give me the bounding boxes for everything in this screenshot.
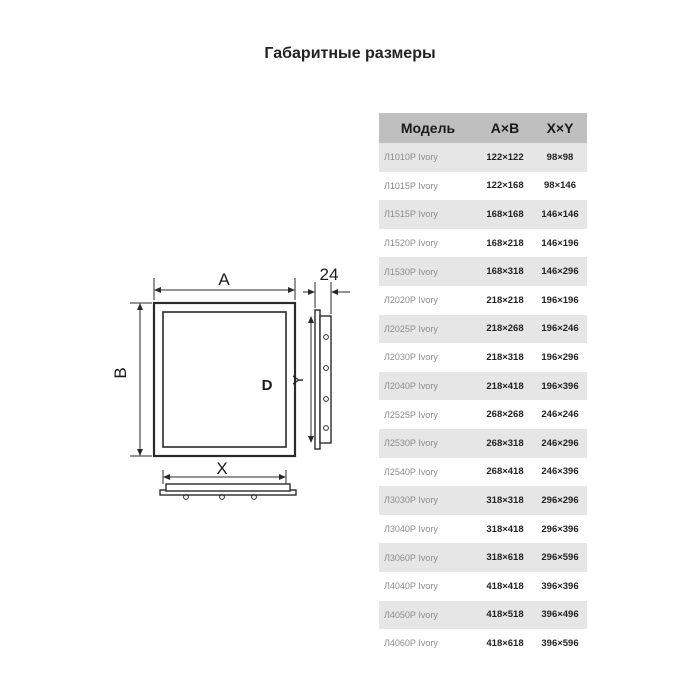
xy-size-cell: 98×98 [533,143,587,172]
table-row [379,486,587,515]
dimension-depth [303,282,350,314]
page-title: Габаритные размеры [264,45,436,62]
latch-symbol: D [261,377,273,394]
xy-size-cell: 396×596 [541,637,579,649]
table-row [379,458,587,487]
xy-size-cell: 296×396 [541,523,579,535]
table-row [379,343,587,372]
xy-size-cell: 196×396 [533,372,587,401]
model-cell: Л4050Р Ivory [379,601,477,630]
model-cell: Л2530Р Ivory [379,429,477,458]
model-cell: Л2040Р Ivory [379,372,477,401]
dimensions-table [379,113,587,658]
model-cell: Л2030Р Ivory [384,352,438,363]
ab-size-cell: 268×318 [477,429,533,458]
column-header-model: Модель [379,113,477,143]
xy-size-cell: 146×296 [533,257,587,286]
table-row [379,200,587,229]
ab-size-cell: 318×318 [477,486,533,515]
model-cell: Л2025Р Ivory [379,315,477,344]
model-cell: Л3030Р Ivory [379,486,477,515]
table-row [379,229,587,258]
dimension-b-label: B [111,367,130,379]
xy-size-cell: 296×596 [533,543,587,572]
table-row [379,515,587,544]
column-header-xy: X×Y [533,113,587,143]
xy-size-cell: 196×296 [541,351,579,363]
ab-size-cell: 168×318 [477,257,533,286]
table-row [379,372,587,401]
xy-size-cell: 246×296 [533,429,587,458]
ab-size-cell: 218×318 [486,351,524,363]
dimension-b [130,303,152,456]
ab-size-cell: 318×618 [477,543,533,572]
ab-size-cell: 418×518 [477,601,533,630]
model-cell: Л1530Р Ivory [379,257,477,286]
dimension-a-label: A [218,270,230,289]
table-row [379,315,587,344]
xy-size-cell: 196×196 [541,294,579,306]
table-row [379,286,587,315]
model-cell: Л4040Р Ivory [384,581,438,592]
xy-size-cell: 246×246 [541,409,579,421]
model-cell: Л1515Р Ivory [379,200,477,229]
hatch-side-profile [315,310,331,449]
ab-size-cell: 318×418 [486,523,524,535]
table-row [379,429,587,458]
table-row [379,143,587,172]
xy-size-cell: 98×146 [544,180,576,192]
model-cell: Л2525Р Ivory [384,409,438,420]
table-row [379,629,587,658]
model-cell: Л1015Р Ivory [384,180,438,191]
table-row [379,400,587,429]
xy-size-cell: 146×146 [533,200,587,229]
hatch-frame-outer [154,303,295,456]
dimension-y-label: Y [290,374,307,386]
xy-size-cell: 296×296 [533,486,587,515]
xy-size-cell: 396×396 [541,580,579,592]
table-header-row [379,113,587,143]
dimension-depth-label: 24 [319,265,339,284]
ab-size-cell: 268×268 [486,409,524,421]
xy-size-cell: 196×246 [533,315,587,344]
ab-size-cell: 418×618 [486,637,524,649]
table-row [379,572,587,601]
ab-size-cell: 122×168 [486,180,524,192]
ab-size-cell: 418×418 [486,580,524,592]
ab-size-cell: 218×218 [486,294,524,306]
model-cell: Л1520Р Ivory [384,238,438,249]
table-row [379,257,587,286]
dimension-x-label: X [216,459,228,478]
column-header-ab: A×B [477,113,533,143]
hatch-bottom-profile [160,484,296,499]
ab-size-cell: 168×168 [477,200,533,229]
ab-size-cell: 168×218 [486,237,524,249]
model-cell: Л3040Р Ivory [384,524,438,535]
dimension-y [308,316,314,443]
model-cell: Л2020Р Ivory [384,295,438,306]
xy-size-cell: 396×496 [533,601,587,630]
table-row [379,172,587,201]
ab-size-cell: 268×418 [486,466,524,478]
table-row [379,601,587,630]
model-cell: Л1010Р Ivory [379,143,477,172]
ab-size-cell: 218×418 [477,372,533,401]
ab-size-cell: 122×122 [477,143,533,172]
model-cell: Л2540Р Ivory [384,466,438,477]
model-cell: Л3060Р Ivory [379,543,477,572]
xy-size-cell: 246×396 [541,466,579,478]
hatch-dimension-drawing [110,255,360,505]
table-row [379,543,587,572]
ab-size-cell: 218×268 [477,315,533,344]
xy-size-cell: 146×196 [541,237,579,249]
model-cell: Л4060Р Ivory [384,638,438,649]
